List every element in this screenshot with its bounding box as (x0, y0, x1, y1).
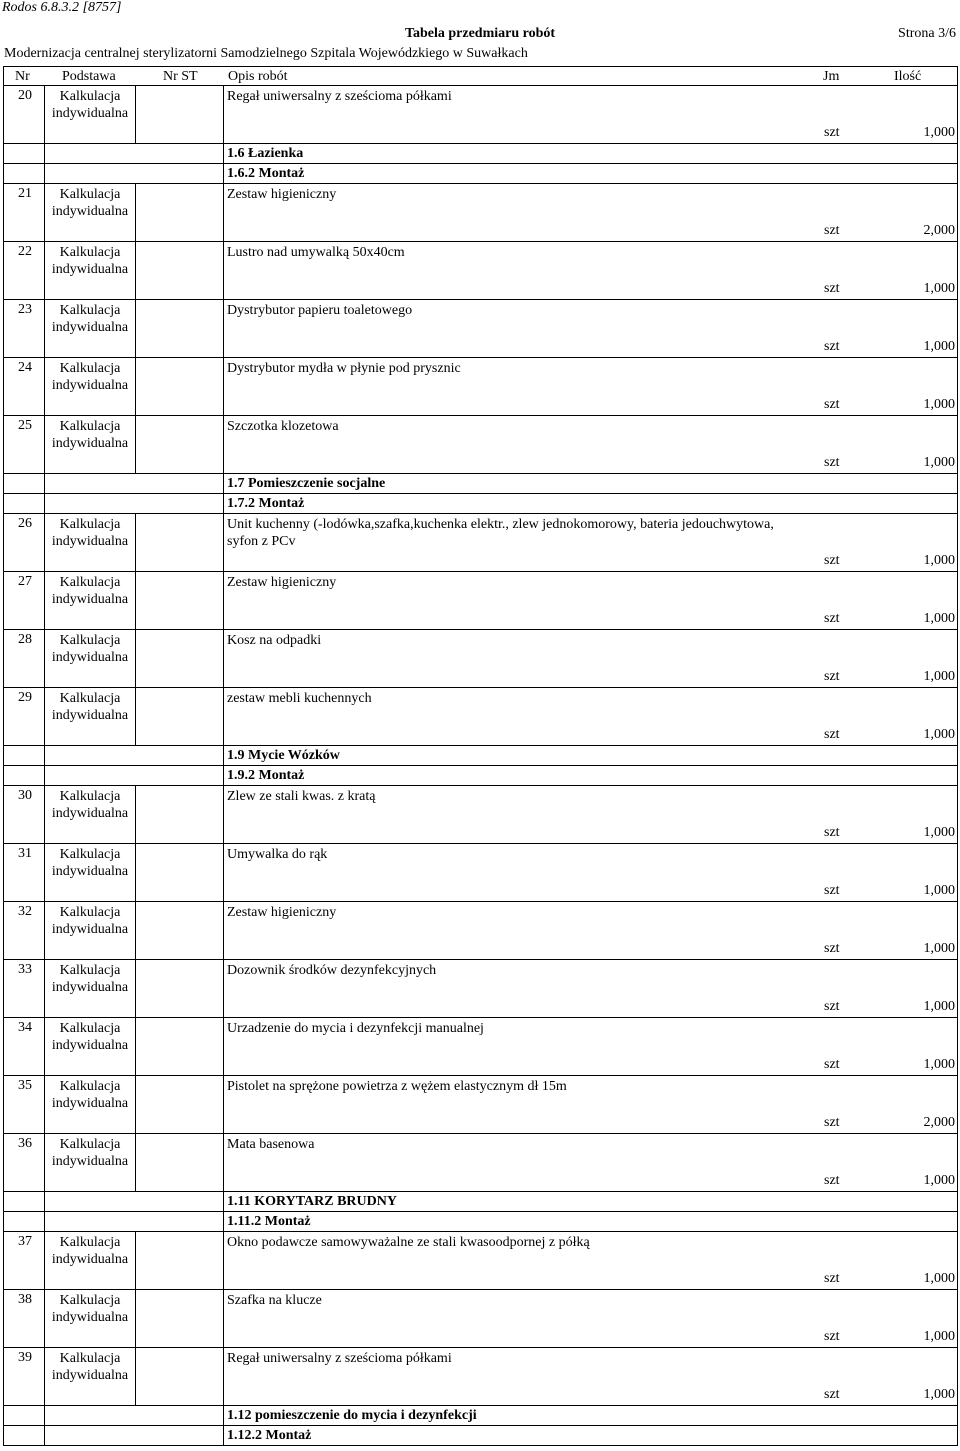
table-row (3, 630, 958, 688)
column-divider (223, 1076, 224, 1133)
column-divider (135, 572, 136, 629)
section-heading: 1.12 pomieszczenie do mycia i dezynfekcji (227, 1408, 477, 1423)
column-divider (223, 1426, 224, 1445)
item-unit: szt (824, 1115, 840, 1130)
item-unit: szt (824, 1271, 840, 1286)
item-description: Szafka na klucze (227, 1293, 322, 1308)
item-description: Zestaw higieniczny (227, 575, 337, 590)
item-unit: szt (824, 669, 840, 684)
column-divider (44, 300, 45, 357)
column-divider (223, 746, 224, 765)
table-row (3, 184, 958, 242)
column-divider (223, 514, 224, 571)
item-description: zestaw mebli kuchennych (227, 691, 372, 706)
column-divider (223, 1192, 224, 1211)
item-quantity: 1,000 (923, 281, 955, 296)
table-row (3, 514, 958, 572)
item-number: 38 (18, 1292, 32, 1307)
item-quantity: 1,000 (923, 1271, 955, 1286)
item-unit: szt (824, 1329, 840, 1344)
column-divider (44, 164, 45, 183)
item-basis: Kalkulacja indywidualna (51, 245, 129, 277)
column-divider (135, 358, 136, 415)
item-number: 35 (18, 1078, 32, 1093)
item-description: Urzadzenie do mycia i dezynfekcji manualnej (227, 1021, 484, 1036)
item-number: 29 (18, 690, 32, 705)
column-divider (44, 242, 45, 299)
section-row (3, 144, 958, 164)
column-divider (223, 144, 224, 163)
column-divider (223, 1406, 224, 1425)
column-divider (223, 474, 224, 493)
column-divider (44, 416, 45, 473)
column-divider (44, 1406, 45, 1425)
section-row (3, 766, 958, 786)
column-divider (135, 844, 136, 901)
item-basis: Kalkulacja indywidualna (51, 1235, 129, 1267)
column-divider (135, 416, 136, 473)
item-unit: szt (824, 455, 840, 470)
item-quantity: 1,000 (923, 397, 955, 412)
item-basis: Kalkulacja indywidualna (51, 691, 129, 723)
table-row (3, 358, 958, 416)
item-basis: Kalkulacja indywidualna (51, 905, 129, 937)
column-divider (135, 1348, 136, 1405)
item-number: 27 (18, 574, 32, 589)
column-divider (223, 902, 224, 959)
table-row (3, 416, 958, 474)
item-basis: Kalkulacja indywidualna (51, 361, 129, 393)
item-basis: Kalkulacja indywidualna (51, 1293, 129, 1325)
table-row (3, 1290, 958, 1348)
column-divider (135, 1232, 136, 1289)
section-heading: 1.11 KORYTARZ BRUDNY (227, 1194, 397, 1209)
item-unit: szt (824, 223, 840, 238)
item-quantity: 1,000 (923, 1329, 955, 1344)
item-basis: Kalkulacja indywidualna (51, 419, 129, 451)
item-description: Zestaw higieniczny (227, 187, 337, 202)
item-basis: Kalkulacja indywidualna (51, 1137, 129, 1169)
section-heading: 1.6.2 Montaż (227, 166, 305, 181)
item-basis: Kalkulacja indywidualna (51, 303, 129, 335)
item-unit: szt (824, 941, 840, 956)
column-divider (135, 1018, 136, 1075)
column-divider (44, 960, 45, 1017)
table-row (3, 1134, 958, 1192)
column-divider (135, 688, 136, 745)
section-heading: 1.7 Pomieszczenie socjalne (227, 476, 386, 491)
item-description: Pistolet na sprężone powietrza z wężem elastycznym dł 15m (227, 1079, 567, 1094)
item-quantity: 1,000 (923, 825, 955, 840)
header-ilosc: Ilość (894, 69, 922, 84)
item-description: Kosz na odpadki (227, 633, 322, 648)
item-number: 24 (18, 360, 32, 375)
item-quantity: 1,000 (923, 455, 955, 470)
item-description: Szczotka klozetowa (227, 419, 339, 434)
section-row (3, 746, 958, 766)
section-heading: 1.6 Łazienka (227, 146, 304, 161)
item-unit: szt (824, 1057, 840, 1072)
header-jm: Jm (823, 69, 840, 84)
column-divider (44, 1134, 45, 1191)
item-description: Umywalka do rąk (227, 847, 328, 862)
item-number: 28 (18, 632, 32, 647)
item-basis: Kalkulacja indywidualna (51, 89, 129, 121)
table-row (3, 572, 958, 630)
item-quantity: 1,000 (923, 1057, 955, 1072)
item-basis: Kalkulacja indywidualna (51, 575, 129, 607)
item-basis: Kalkulacja indywidualna (51, 1351, 129, 1383)
column-divider (44, 1018, 45, 1075)
column-divider (44, 1212, 45, 1231)
section-heading: 1.11.2 Montaż (227, 1214, 311, 1229)
table-row (3, 786, 958, 844)
column-divider (223, 358, 224, 415)
table-row (3, 86, 958, 144)
item-number: 34 (18, 1020, 32, 1035)
column-divider (44, 1348, 45, 1405)
item-unit: szt (824, 1173, 840, 1188)
page-number: Strona 3/6 (898, 26, 956, 41)
column-divider (135, 786, 136, 843)
project-name: Modernizacja centralnej sterylizatorni Samodzielnego Szpitala Wojewódzkiego w Suwałkach (4, 46, 528, 61)
item-unit: szt (824, 727, 840, 742)
item-number: 21 (18, 186, 32, 201)
item-number: 39 (18, 1350, 32, 1365)
section-row (3, 1426, 958, 1446)
column-divider (44, 688, 45, 745)
column-divider (223, 1348, 224, 1405)
column-divider (223, 164, 224, 183)
item-basis: Kalkulacja indywidualna (51, 633, 129, 665)
column-divider (223, 300, 224, 357)
table-header (3, 66, 958, 86)
column-divider (135, 242, 136, 299)
item-description: Dozownik środków dezynfekcyjnych (227, 963, 437, 978)
column-divider (135, 184, 136, 241)
column-divider (223, 184, 224, 241)
item-quantity: 1,000 (923, 339, 955, 354)
item-unit: szt (824, 339, 840, 354)
column-divider (223, 766, 224, 785)
item-basis: Kalkulacja indywidualna (51, 517, 129, 549)
item-description: Lustro nad umywalką 50x40cm (227, 245, 405, 260)
item-basis: Kalkulacja indywidualna (51, 847, 129, 879)
item-description: Dystrybutor mydła w płynie pod prysznic (227, 361, 461, 376)
section-heading: 1.12.2 Montaż (227, 1428, 312, 1443)
column-divider (223, 494, 224, 513)
column-divider (135, 630, 136, 687)
item-basis: Kalkulacja indywidualna (51, 789, 129, 821)
column-divider (223, 844, 224, 901)
column-divider (223, 786, 224, 843)
item-number: 37 (18, 1234, 32, 1249)
table-row (3, 242, 958, 300)
column-divider (135, 1134, 136, 1191)
item-quantity: 1,000 (923, 611, 955, 626)
table-row (3, 960, 958, 1018)
header-podstawa: Podstawa (62, 69, 116, 84)
column-divider (44, 766, 45, 785)
column-divider (135, 514, 136, 571)
item-basis: Kalkulacja indywidualna (51, 1021, 129, 1053)
column-divider (223, 1290, 224, 1347)
item-unit: szt (824, 397, 840, 412)
item-quantity: 1,000 (923, 669, 955, 684)
column-divider (223, 86, 224, 143)
section-row (3, 1192, 958, 1212)
column-divider (44, 144, 45, 163)
item-quantity: 1,000 (923, 1173, 955, 1188)
column-divider (135, 960, 136, 1017)
item-number: 30 (18, 788, 32, 803)
item-description: Zlew ze stali kwas. z kratą (227, 789, 376, 804)
column-divider (223, 1018, 224, 1075)
table-row (3, 1348, 958, 1406)
column-divider (44, 1076, 45, 1133)
section-row (3, 1212, 958, 1232)
table-row (3, 902, 958, 960)
item-number: 33 (18, 962, 32, 977)
document-title: Tabela przedmiaru robót (404, 26, 556, 41)
column-divider (44, 514, 45, 571)
column-divider (44, 358, 45, 415)
section-heading: 1.9 Mycie Wózków (227, 748, 340, 763)
header-nr: Nr (15, 69, 30, 84)
item-quantity: 1,000 (923, 883, 955, 898)
item-number: 23 (18, 302, 32, 317)
item-basis: Kalkulacja indywidualna (51, 963, 129, 995)
column-divider (223, 688, 224, 745)
table-body (3, 86, 958, 1446)
column-divider (135, 86, 136, 143)
column-divider (223, 1232, 224, 1289)
item-description: Dystrybutor papieru toaletowego (227, 303, 413, 318)
column-divider (44, 746, 45, 765)
column-divider (44, 1192, 45, 1211)
item-unit: szt (824, 125, 840, 140)
column-divider (223, 572, 224, 629)
item-unit: szt (824, 999, 840, 1014)
item-quantity: 1,000 (923, 999, 955, 1014)
item-description: Unit kuchenny (-lodówka,szafka,kuchenka elektr., zlew jednokomorowy, bateria jedouchwytowa, syfon z PCv (227, 517, 774, 549)
section-heading: 1.7.2 Montaż (227, 496, 305, 511)
item-number: 20 (18, 88, 32, 103)
table-row (3, 844, 958, 902)
table-row (3, 688, 958, 746)
item-description: Zestaw higieniczny (227, 905, 337, 920)
item-quantity: 1,000 (923, 125, 955, 140)
item-quantity: 2,000 (923, 1115, 955, 1130)
item-description: Regał uniwersalny z sześcioma półkami (227, 1351, 452, 1366)
table-row (3, 1232, 958, 1290)
item-unit: szt (824, 553, 840, 568)
column-divider (135, 1290, 136, 1347)
item-basis: Kalkulacja indywidualna (51, 187, 129, 219)
column-divider (223, 1134, 224, 1191)
column-divider (44, 1426, 45, 1445)
column-divider (223, 630, 224, 687)
column-divider (223, 1212, 224, 1231)
column-divider (223, 960, 224, 1017)
item-number: 22 (18, 244, 32, 259)
table-row (3, 1018, 958, 1076)
column-divider (44, 902, 45, 959)
app-title: Rodos 6.8.3.2 [8757] (2, 0, 122, 15)
section-row (3, 1406, 958, 1426)
column-divider (135, 902, 136, 959)
column-divider (44, 630, 45, 687)
column-divider (44, 844, 45, 901)
section-row (3, 474, 958, 494)
item-basis: Kalkulacja indywidualna (51, 1079, 129, 1111)
item-unit: szt (824, 1387, 840, 1402)
column-divider (44, 474, 45, 493)
section-heading: 1.9.2 Montaż (227, 768, 305, 783)
column-divider (44, 1232, 45, 1289)
item-quantity: 1,000 (923, 727, 955, 742)
item-number: 25 (18, 418, 32, 433)
item-quantity: 1,000 (923, 1387, 955, 1402)
section-row (3, 164, 958, 184)
item-number: 36 (18, 1136, 32, 1151)
item-quantity: 1,000 (923, 553, 955, 568)
item-quantity: 2,000 (923, 223, 955, 238)
table-row (3, 1076, 958, 1134)
column-divider (44, 786, 45, 843)
item-unit: szt (824, 281, 840, 296)
item-description: Okno podawcze samowyważalne ze stali kwasoodpornej z półką (227, 1235, 590, 1250)
column-divider (44, 1290, 45, 1347)
item-number: 31 (18, 846, 32, 861)
column-divider (44, 86, 45, 143)
item-unit: szt (824, 883, 840, 898)
column-divider (44, 184, 45, 241)
column-divider (135, 1076, 136, 1133)
header-opis: Opis robót (228, 69, 288, 84)
column-divider (135, 300, 136, 357)
item-description: Mata basenowa (227, 1137, 315, 1152)
table-row (3, 300, 958, 358)
item-number: 26 (18, 516, 32, 531)
item-number: 32 (18, 904, 32, 919)
column-divider (223, 416, 224, 473)
item-unit: szt (824, 611, 840, 626)
column-divider (44, 494, 45, 513)
column-divider (223, 242, 224, 299)
section-row (3, 494, 958, 514)
column-divider (44, 572, 45, 629)
item-quantity: 1,000 (923, 941, 955, 956)
item-unit: szt (824, 825, 840, 840)
header-nr-st: Nr ST (163, 69, 198, 84)
item-description: Regał uniwersalny z sześcioma półkami (227, 89, 452, 104)
